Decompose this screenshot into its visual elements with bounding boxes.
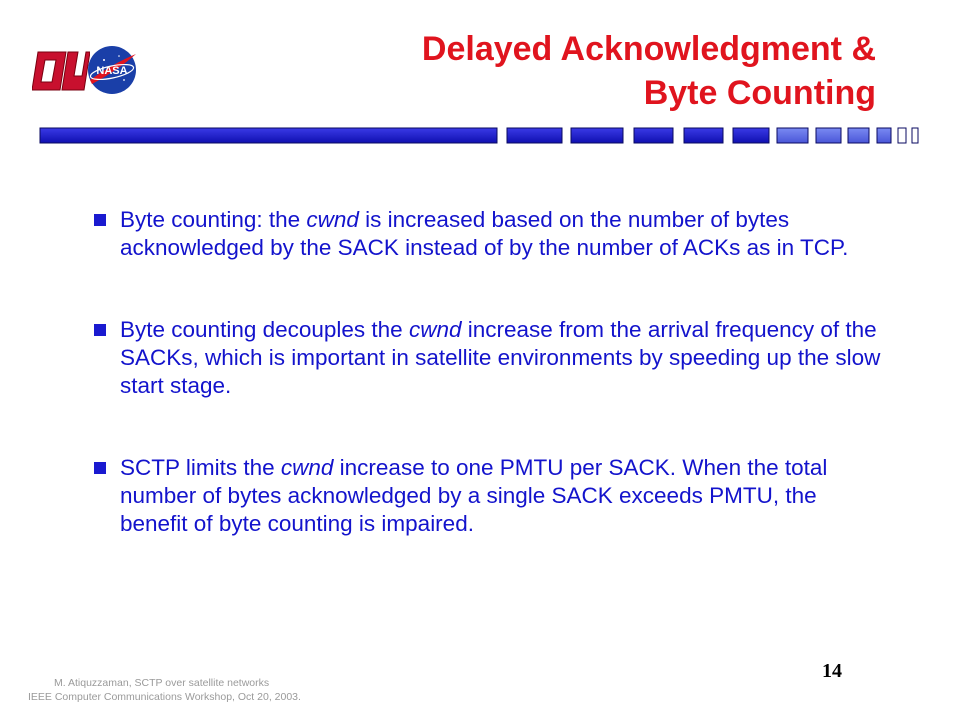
- square-bullet-icon: [94, 324, 106, 336]
- bullet-item-2: Byte counting decouples the cwnd increase from the arrival frequency of the SACKs, which is important in satellite environments by speeding up the slow start stage.: [92, 316, 882, 400]
- ou-logo-icon: [32, 44, 90, 98]
- svg-text:NASA: NASA: [96, 65, 128, 77]
- bullet-item-1: Byte counting: the cwnd is increased based on the number of bytes acknowledged by the SACK instead of by the number of ACKs as in TCP.: [92, 206, 882, 262]
- slide-title: [316, 27, 876, 115]
- nasa-logo-icon: [84, 42, 140, 98]
- slide-title-line1: Delayed Acknowledgment &: [421, 30, 876, 68]
- square-bullet-icon: [94, 462, 106, 474]
- page-number: 14: [822, 660, 842, 682]
- bullet-list: [92, 206, 882, 592]
- footer-author: M. Atiquzzaman, SCTP over satellite networks: [54, 677, 270, 689]
- bullet-item-3: SCTP limits the cwnd increase to one PMTU per SACK. When the total number of bytes acknowledged by a single SACK exceeds PMTU, the benefit of byte counting is impaired.: [92, 454, 882, 538]
- slide-footer: [0, 676, 340, 704]
- square-bullet-icon: [94, 214, 106, 226]
- slide-title-line2: Byte Counting: [643, 74, 876, 112]
- footer-venue: IEEE Computer Communications Workshop, Oct 20, 2003.: [28, 691, 301, 703]
